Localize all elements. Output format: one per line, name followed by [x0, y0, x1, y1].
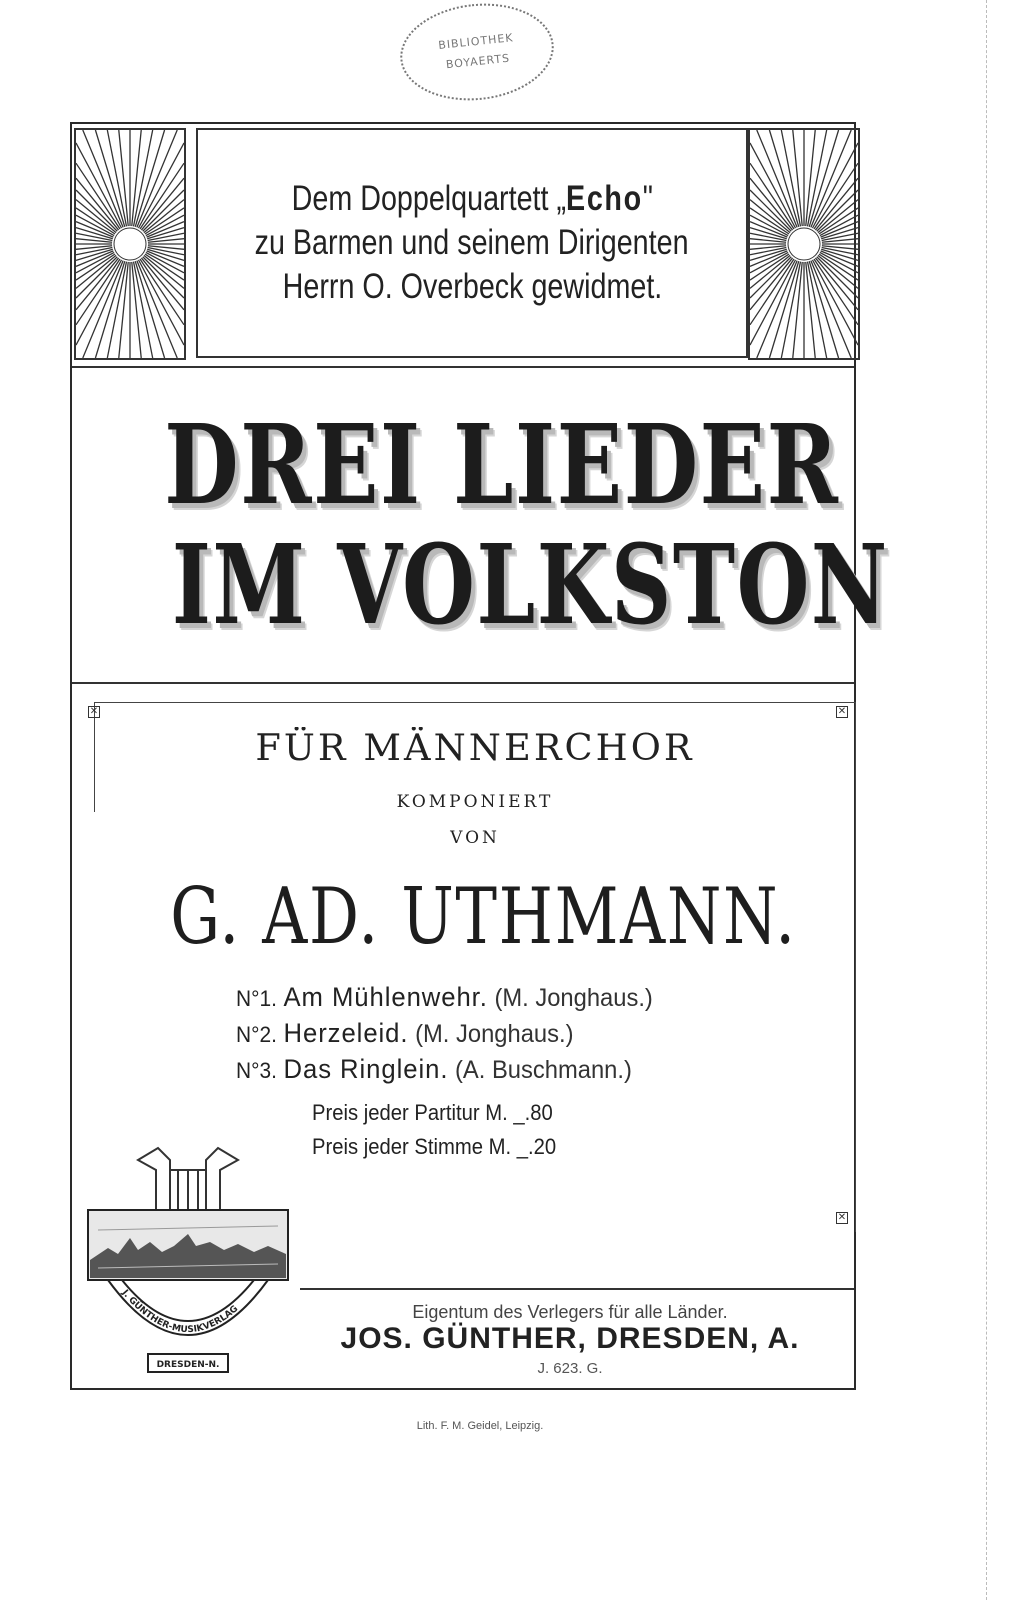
corner-ornament-top-right: ✕	[837, 706, 847, 717]
song-item: N°2. Herzeleid. (M. Jonghaus.)	[236, 1018, 574, 1048]
title-block	[80, 372, 889, 658]
corner-ornament-top-left: ✕	[89, 706, 99, 717]
song-list	[236, 980, 776, 1088]
publisher-name: JOS. GÜNTHER, DRESDEN, A.	[340, 1322, 800, 1355]
song-item: N°1. Am Mühlenwehr. (M. Jonghaus.)	[236, 982, 653, 1012]
sunburst-ornament-right	[748, 128, 860, 360]
publisher-lyre-logo	[78, 1130, 298, 1390]
price-score: Preis jeder Partitur M. _.80	[312, 1100, 553, 1125]
ensemble-name: Echo	[565, 179, 643, 218]
dedication-line-3: Herrn O. Overbeck gewidmet.	[282, 267, 662, 306]
composed-label: KOMPONIERT	[396, 792, 554, 812]
title-line-1: DREI LIEDER	[164, 400, 840, 529]
corner-ornament-bottom-right: ✕	[837, 1212, 847, 1223]
plate-number: J. 623. G.	[537, 1360, 603, 1377]
dedication-box	[196, 128, 748, 358]
composer-name: G. AD. UTHMANN.	[170, 872, 797, 962]
divider-top	[72, 366, 854, 368]
by-label: VON	[450, 828, 500, 848]
price-part: Preis jeder Stimme M. _.20	[312, 1134, 557, 1159]
rights-notice: Eigentum des Verlegers für alle Länder.	[412, 1302, 728, 1322]
page-edge-line	[986, 0, 987, 1600]
printer-credit: Lith. F. M. Geidel, Leipzig.	[416, 1420, 544, 1432]
voicing-heading: FÜR MÄNNERCHOR	[255, 728, 695, 769]
stamp-line-2: BOYAERTS	[445, 51, 511, 72]
song-item: N°3. Das Ringlein. (A. Buschmann.)	[236, 1054, 632, 1084]
logo-ribbon-text: J. GÜNTHER-MUSIKVERLAG	[119, 1288, 241, 1336]
title-line-2: IM VOLKSTON	[171, 520, 889, 649]
divider-middle	[72, 682, 854, 684]
divider-bottom	[300, 1288, 854, 1290]
sunburst-ornament-left	[74, 128, 186, 360]
dedication-line-1: Dem Doppelquartett „Echo"	[291, 179, 653, 218]
logo-city-text: DRESDEN-N.	[156, 1360, 220, 1370]
library-stamp	[395, 0, 558, 108]
price-list	[312, 1096, 692, 1164]
dedication-line-2: zu Barmen und seinem Dirigenten	[255, 223, 689, 262]
stamp-line-1: BIBLIOTHEK	[437, 31, 515, 52]
